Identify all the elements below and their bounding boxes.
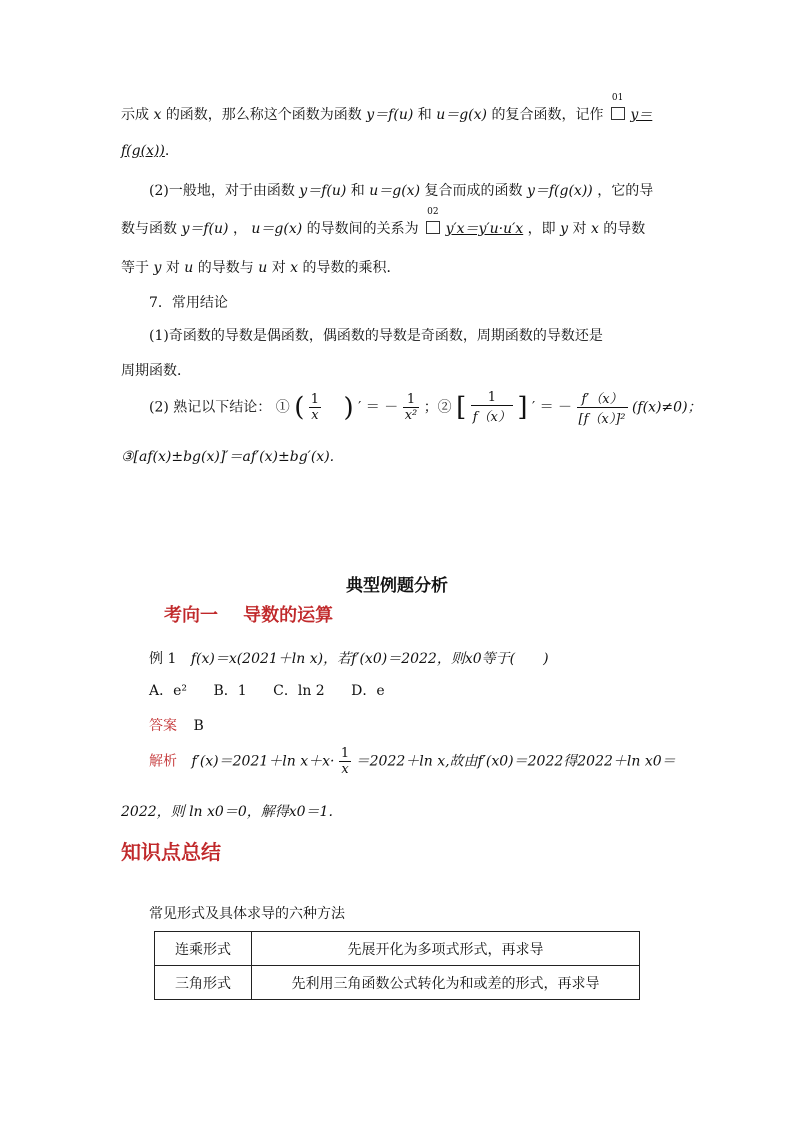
math: y＝f(g(x)) [526, 183, 593, 199]
text-line [121, 207, 646, 238]
math: f(x)＝x(2021＋ln x)，若f′(x0)＝2022，则x0等于( ) [190, 651, 549, 667]
conclusion-1-cont: 周期函数． [121, 363, 191, 379]
text: 的导数 [603, 221, 646, 237]
denominator: x [311, 408, 319, 423]
conclusion-1: (1)奇函数的导数是偶函数，偶函数的导数是奇函数，周期函数的导数还是 [149, 328, 603, 344]
text: 和 [350, 183, 365, 199]
answer-label: 答案 [149, 718, 177, 734]
conclusion-3 [121, 446, 334, 466]
math: u＝g(x) [251, 221, 303, 237]
fraction [339, 746, 351, 777]
math: x [290, 260, 299, 276]
fraction [577, 388, 628, 427]
text: 对 [572, 221, 587, 237]
text: 的导数间的关系为 [306, 221, 419, 237]
text-line [121, 93, 653, 124]
answer-value: B [193, 718, 204, 734]
math: y＝f(u) [299, 183, 347, 199]
numerator: 1 [471, 390, 513, 406]
table-cell-method: 先展开化为多项式形式，再求导 [252, 932, 640, 966]
text: ′ ＝ － [358, 399, 399, 416]
solution-label: 解析 [149, 753, 177, 770]
denominator: x² [404, 408, 418, 423]
table-row [155, 932, 640, 966]
option-d: D．e [351, 683, 385, 699]
fraction [309, 392, 321, 423]
math: f′(x)＝2021＋ln x＋x· [191, 753, 335, 770]
denominator: f（x） [472, 410, 511, 425]
table-cell-form: 连乘形式 [155, 932, 252, 966]
text: ，即 [527, 221, 556, 237]
numerator: 1 [310, 392, 320, 407]
math: u [184, 260, 194, 276]
text: ， [232, 221, 247, 237]
section-title: 典型例题分析 [346, 576, 448, 596]
conclusion-2: (2) 熟记以下结论： ① ( $\frac{1}{x}$ ) ′ ＝ － $\frac{1}{\text{x²}}$ ；② [ $\frac{1}{f(x)}$ ] ′ ＝ － $\frac{f'(x)}{\text{[f（x）]²}}$ (f(x)≠0)； [149, 390, 702, 427]
math: y＝f(u) [366, 107, 414, 123]
summary-intro: 常见形式及具体求导的六种方法 [149, 906, 345, 922]
text: 的复合函数，记作 [491, 107, 604, 123]
example-question [149, 648, 549, 668]
denominator: x [341, 762, 349, 777]
text: 复合而成的函数 [424, 183, 523, 199]
math: 2022，则 ln x0＝0，解得x0＝1. [121, 804, 333, 820]
table-cell-method: 先利用三角函数公式转化为和或差的形式，再求导 [252, 966, 640, 1000]
math: x [590, 221, 599, 237]
text: 的导数与 [197, 260, 254, 276]
fraction [403, 392, 420, 423]
answer-number: 01 [611, 93, 624, 103]
example-label: 例 1 [149, 651, 177, 667]
text: 数与函数 [121, 221, 177, 237]
text: ′ ＝ － [531, 399, 573, 416]
math: u＝g(x) [436, 107, 488, 123]
text: 对 [271, 260, 286, 276]
example-answer [149, 715, 204, 735]
direction-heading: 考向一 导数的运算 [164, 605, 334, 626]
text: 和 [417, 107, 432, 123]
math: y [560, 221, 569, 237]
text-line: f(g(x)). [121, 143, 170, 159]
numerator: f′（x） [577, 388, 628, 408]
text: 对 [165, 260, 180, 276]
answer-fill: y＝ [630, 107, 653, 123]
table-cell-form: 三角形式 [155, 966, 252, 1000]
text: ① [275, 399, 290, 416]
numerator: 1 [403, 392, 420, 408]
option-a: A．e² [149, 683, 188, 699]
fraction [471, 390, 513, 425]
answer-fill: y′x＝y′u·u′x [445, 221, 524, 237]
math: x [153, 107, 162, 123]
math: u＝g(x) [369, 183, 421, 199]
text: 的函数，那么称这个函数为函数 [165, 107, 362, 123]
text: (2) 熟记以下结论： [149, 399, 272, 416]
math: y＝f(u) [181, 221, 229, 237]
example-solution [149, 746, 676, 777]
text: ，它的导 [597, 183, 654, 199]
text-line [149, 180, 653, 200]
text-line [121, 257, 401, 277]
numerator: 1 [340, 746, 350, 761]
math: (f(x)≠0)； [631, 399, 702, 416]
math: ③[af(x)±bg(x)]′＝af′(x)±bg′(x). [121, 449, 335, 465]
option-c: C．ln 2 [273, 683, 325, 699]
answer-fill: f(g(x)) [121, 143, 165, 159]
example-solution-cont [121, 801, 333, 821]
example-options [149, 680, 385, 700]
text: (2)一般地，对于由函数 [149, 183, 295, 199]
answer-box-icon [426, 207, 440, 234]
methods-table [154, 931, 640, 1000]
table-row [155, 966, 640, 1000]
text: 的导数的乘积． [302, 260, 401, 276]
answer-box-icon [611, 93, 625, 120]
denominator: [f（x）]² [578, 412, 626, 427]
math: u [258, 260, 268, 276]
summary-title: 知识点总结 [121, 840, 221, 864]
answer-number: 02 [427, 207, 439, 217]
math: y [153, 260, 162, 276]
math: ＝2022＋ln x,故由f′(x0)＝2022得2022＋ln x0＝ [355, 753, 676, 770]
text: ；② [423, 399, 452, 416]
option-b: B．1 [213, 683, 247, 699]
text: 等于 [121, 260, 149, 276]
conclusion-heading: 7．常用结论 [149, 295, 228, 311]
text: 示成 [121, 107, 149, 123]
